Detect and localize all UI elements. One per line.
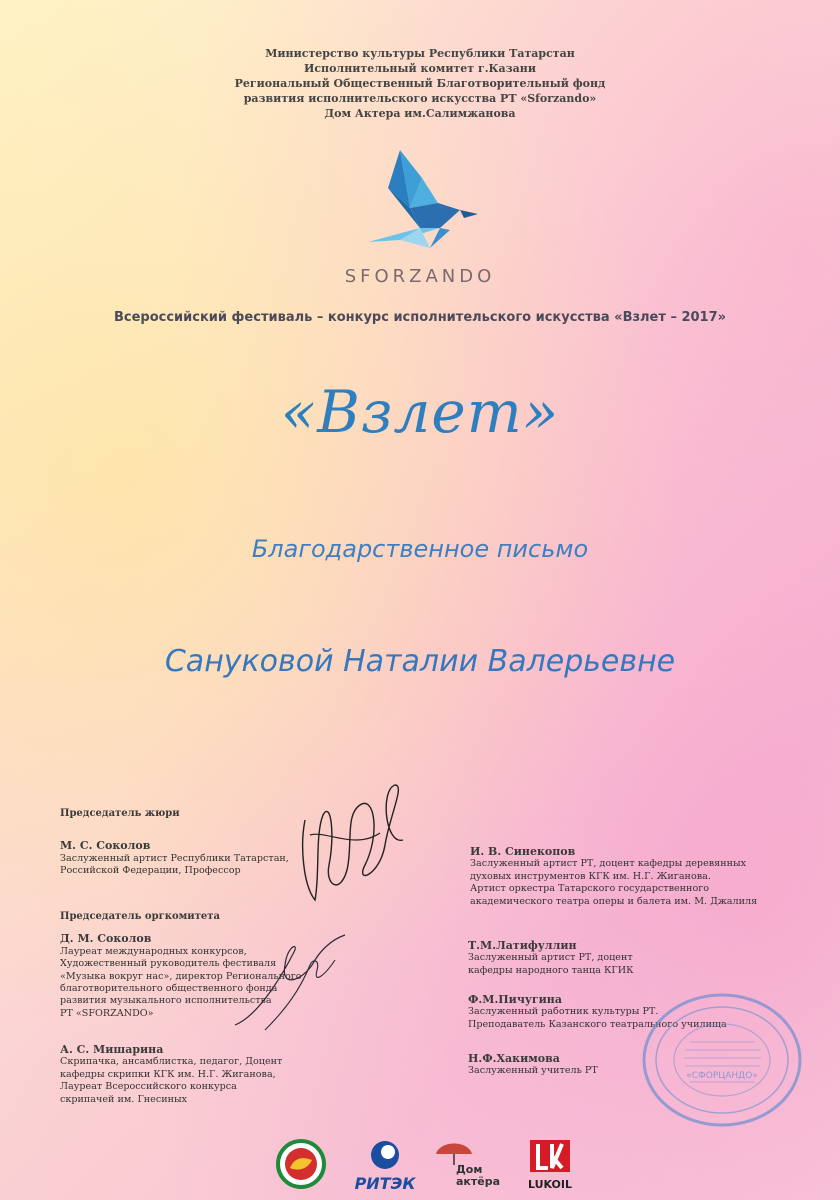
org-chair-role: Председатель оргкомитета bbox=[60, 911, 220, 922]
org-line: Региональный Общественный Благотворительный фонд bbox=[234, 77, 606, 90]
jury-chair-block bbox=[60, 808, 320, 878]
member-name: А. С. Мишарина bbox=[60, 1043, 164, 1056]
umbrella-icon bbox=[434, 1138, 474, 1166]
jury-member-3-name: Ф.М.Пичугина bbox=[468, 993, 562, 1006]
tatarstan-emblem-icon bbox=[272, 1138, 330, 1190]
jury-member-1 bbox=[470, 846, 790, 908]
stamp-center-text: «СФОРЦАНДО» bbox=[686, 1071, 758, 1081]
org-line: Дом Актера им.Салимжанова bbox=[324, 107, 516, 120]
document-type: Благодарственное письмо bbox=[251, 535, 589, 563]
jury-member-4-name: Н.Ф.Хакимова bbox=[468, 1052, 560, 1065]
jury-chair-desc: Заслуженный артист Республики Татарстан, Российской Федерации, Профессор bbox=[60, 852, 289, 877]
jury-chair-name: М. С. Соколов bbox=[60, 839, 151, 853]
jury-member-2-name: Т.М.Латифуллин bbox=[468, 939, 577, 952]
signature-org-chair-icon bbox=[225, 930, 355, 1040]
lukoil-logo bbox=[520, 1138, 580, 1190]
org-line: развития исполнительского искусства РТ «Sforzando» bbox=[243, 92, 597, 105]
jury-member-1-name: И. В. Синекопов bbox=[470, 845, 576, 858]
jury-member-3-desc: Заслуженный работник культуры РТ. Преподаватель Казанского театрального училища bbox=[468, 1006, 727, 1030]
main-title: «Взлет» bbox=[280, 378, 560, 446]
jury-member-2-desc: Заслуженный артист РТ, доцент кафедры народного танца КГИК bbox=[468, 952, 634, 976]
org-line: Министерство культуры Республики Татарстан bbox=[265, 47, 575, 60]
recipient-name: Сануковой Наталии Валерьевне bbox=[164, 644, 676, 679]
member-desc: Скрипачка, ансамблистка, педагог, Доцент кафедры скрипки КГК им. Н.Г. Жиганова, Лауреат Всероссийского конкурса скрипачей им. Гнесиных bbox=[60, 1056, 283, 1105]
signature-jury-chair-icon bbox=[285, 775, 425, 915]
ritek-emblem-icon bbox=[350, 1138, 420, 1172]
dom-aktera-logo bbox=[434, 1138, 504, 1190]
jury-member-1-desc: Заслуженный артист РТ, доцент кафедры деревянных духовых инструментов КГК им. Н.Г. Жиганова. Артист оркестра Татарского государственного академического театра оперы и балета им. М. Джалиля bbox=[470, 858, 758, 907]
organization-stamp bbox=[640, 990, 805, 1130]
lukoil-emblem-icon bbox=[528, 1138, 572, 1174]
organizations-header bbox=[0, 46, 840, 121]
origami-bird-logo-icon bbox=[360, 148, 485, 263]
dom-aktera-label: Дом актёра bbox=[456, 1163, 501, 1188]
org-chair-name: Д. М. Соколов bbox=[60, 932, 152, 946]
jury-member-4-desc: Заслуженный учитель РТ bbox=[468, 1065, 598, 1077]
jury-chair-role: Председатель жюри bbox=[60, 808, 180, 819]
festival-title: Всероссийский фестиваль – конкурс исполнительского искусства «Взлет – 2017» bbox=[113, 310, 727, 325]
brand-wordmark: SFORZANDO bbox=[344, 266, 496, 287]
member-block bbox=[60, 1044, 330, 1106]
ritek-logo bbox=[350, 1138, 420, 1193]
org-chair-desc: Лауреат международных конкурсов, Художественный руководитель фестиваля «Музыка вокруг нас», директор Регионального благотворительного общественного фонда развития музыкального исполнительства РТ «SFORZANDO» bbox=[60, 945, 302, 1019]
org-line: Исполнительный комитет г.Казани bbox=[303, 62, 537, 75]
ritek-label: РИТЭК bbox=[354, 1174, 416, 1193]
jury-member-2 bbox=[468, 940, 788, 977]
lukoil-label: LUKOIL bbox=[527, 1178, 573, 1191]
